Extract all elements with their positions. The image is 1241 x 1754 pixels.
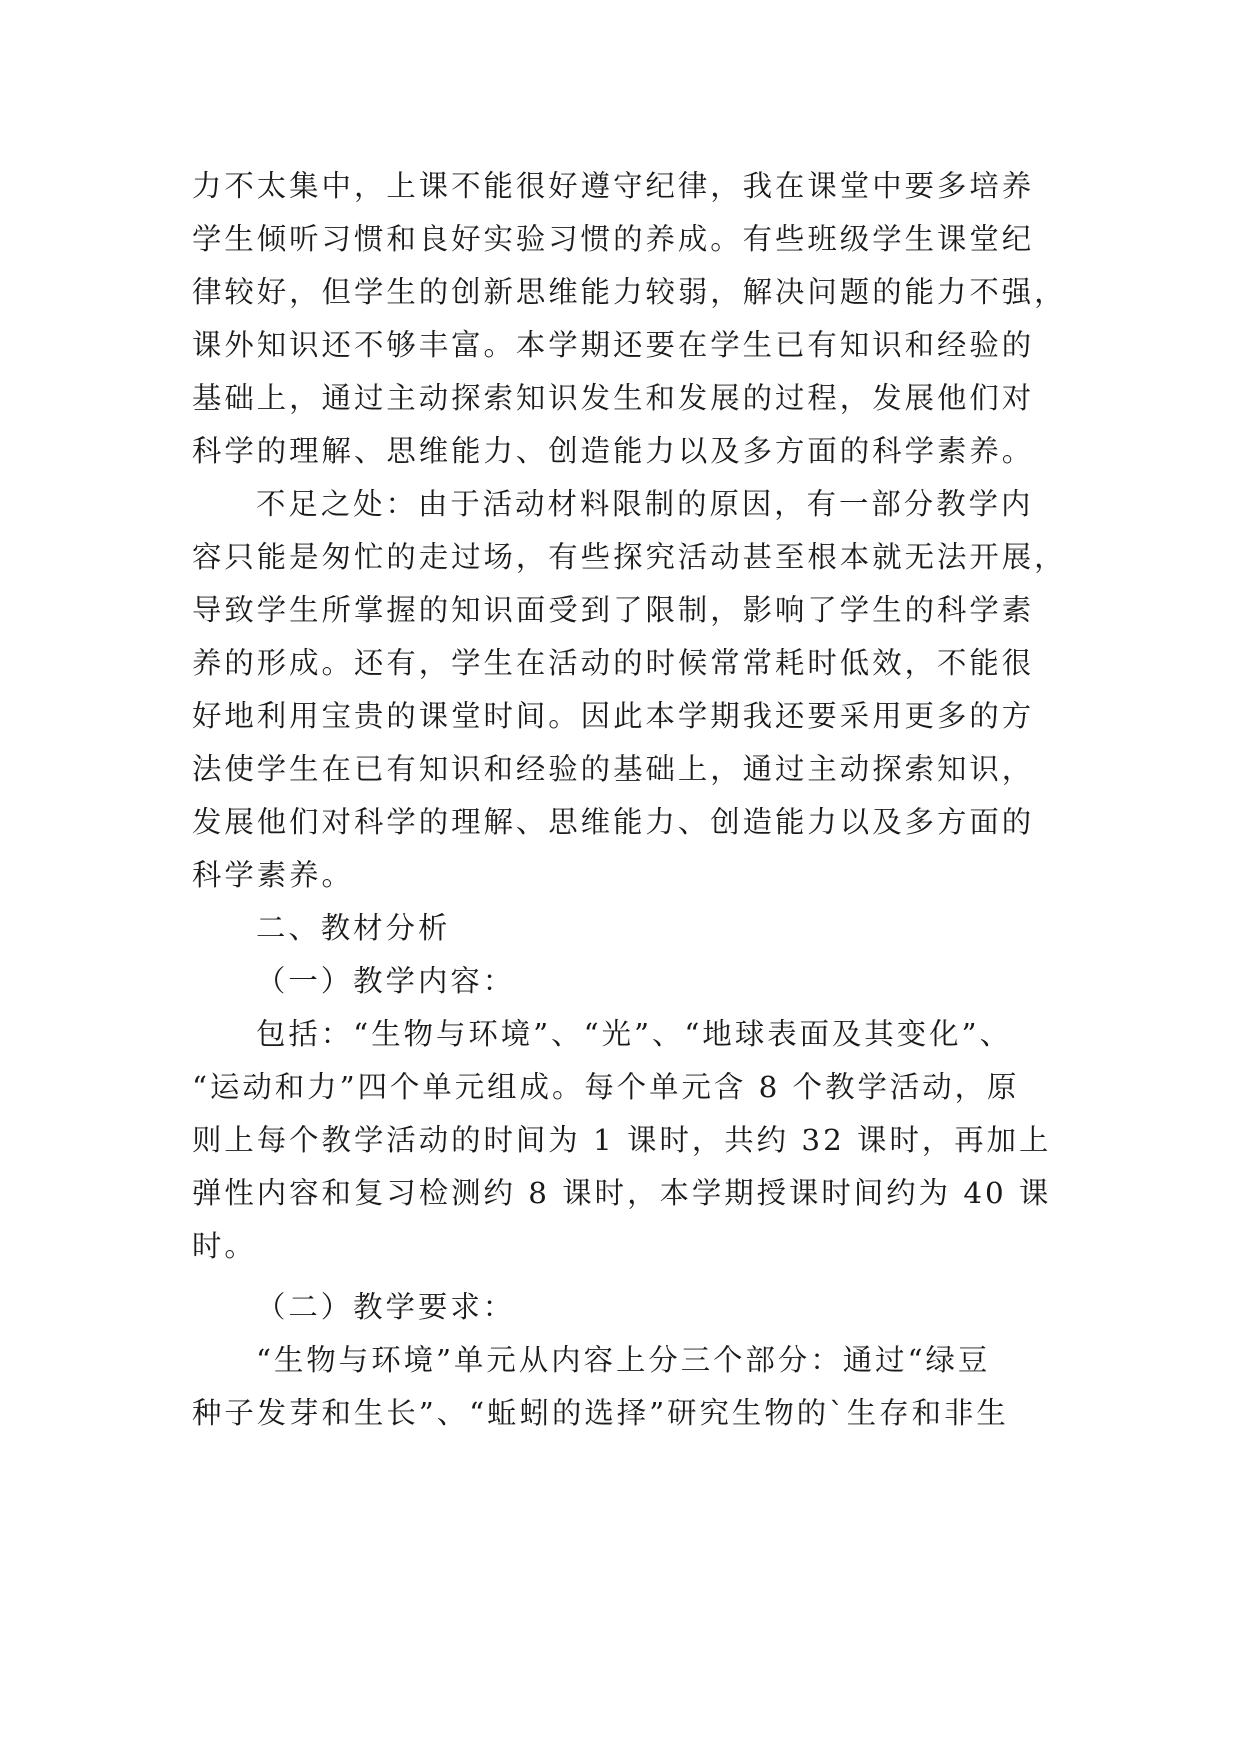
document-body [192, 160, 1067, 1440]
paragraph-line: 不足之处：由于活动材料限制的原因，有一部分教学内 [256, 487, 1034, 521]
paragraph-line: 包括：“生物与环境”、“光”、“地球表面及其变化”、 [256, 1017, 1012, 1051]
paragraph-line: 科学素养。 [192, 858, 354, 892]
paragraph-line: 导致学生所掌握的知识面受到了限制，影响了学生的科学素 [192, 593, 1035, 627]
paragraph-line: 课外知识还不够丰富。本学期还要在学生已有知识和经验的 [192, 328, 1035, 362]
paragraph-line: 法使学生在已有知识和经验的基础上，通过主动探索知识， [192, 752, 1035, 786]
paragraph-line: 弹性内容和复习检测约 8 课时，本学期授课时间约为 40 课 [192, 1176, 1052, 1210]
paragraph-line: “运动和力”四个单元组成。每个单元含 8 个教学活动，原 [192, 1070, 1020, 1104]
paragraph-line: 基础上，通过主动探索知识发生和发展的过程，发展他们对 [192, 381, 1035, 415]
paragraph-line: 力不太集中，上课不能很好遵守纪律，我在课堂中要多培养 [192, 169, 1035, 203]
paragraph-line: “生物与环境”单元从内容上分三个部分：通过“绿豆 [256, 1343, 991, 1377]
paragraph-line: 律较好，但学生的创新思维能力较弱，解决问题的能力不强， [192, 275, 1067, 309]
paragraph-line: 则上每个教学活动的时间为 1 课时，共约 32 课时，再加上 [192, 1123, 1052, 1157]
subsection-heading: （一）教学内容： [256, 964, 516, 998]
paragraph-line: 养的形成。还有，学生在活动的时候常常耗时低效，不能很 [192, 646, 1035, 680]
subsection-heading: （二）教学要求： [256, 1290, 516, 1324]
paragraph-line: 学生倾听习惯和良好实验习惯的养成。有些班级学生课堂纪 [192, 222, 1035, 256]
paragraph-line: 科学的理解、思维能力、创造能力以及多方面的科学素养。 [192, 434, 1035, 468]
paragraph-line: 时。 [192, 1229, 257, 1263]
section-heading: 二、教材分析 [256, 911, 451, 945]
paragraph-line: 容只能是匆忙的走过场，有些探究活动甚至根本就无法开展， [192, 540, 1067, 574]
paragraph-line: 好地利用宝贵的课堂时间。因此本学期我还要采用更多的方 [192, 699, 1035, 733]
paragraph-line: 发展他们对科学的理解、思维能力、创造能力以及多方面的 [192, 805, 1035, 839]
paragraph-line: 种子发芽和生长”、“蚯蚓的选择”研究生物的`生存和非生 [192, 1396, 1009, 1430]
